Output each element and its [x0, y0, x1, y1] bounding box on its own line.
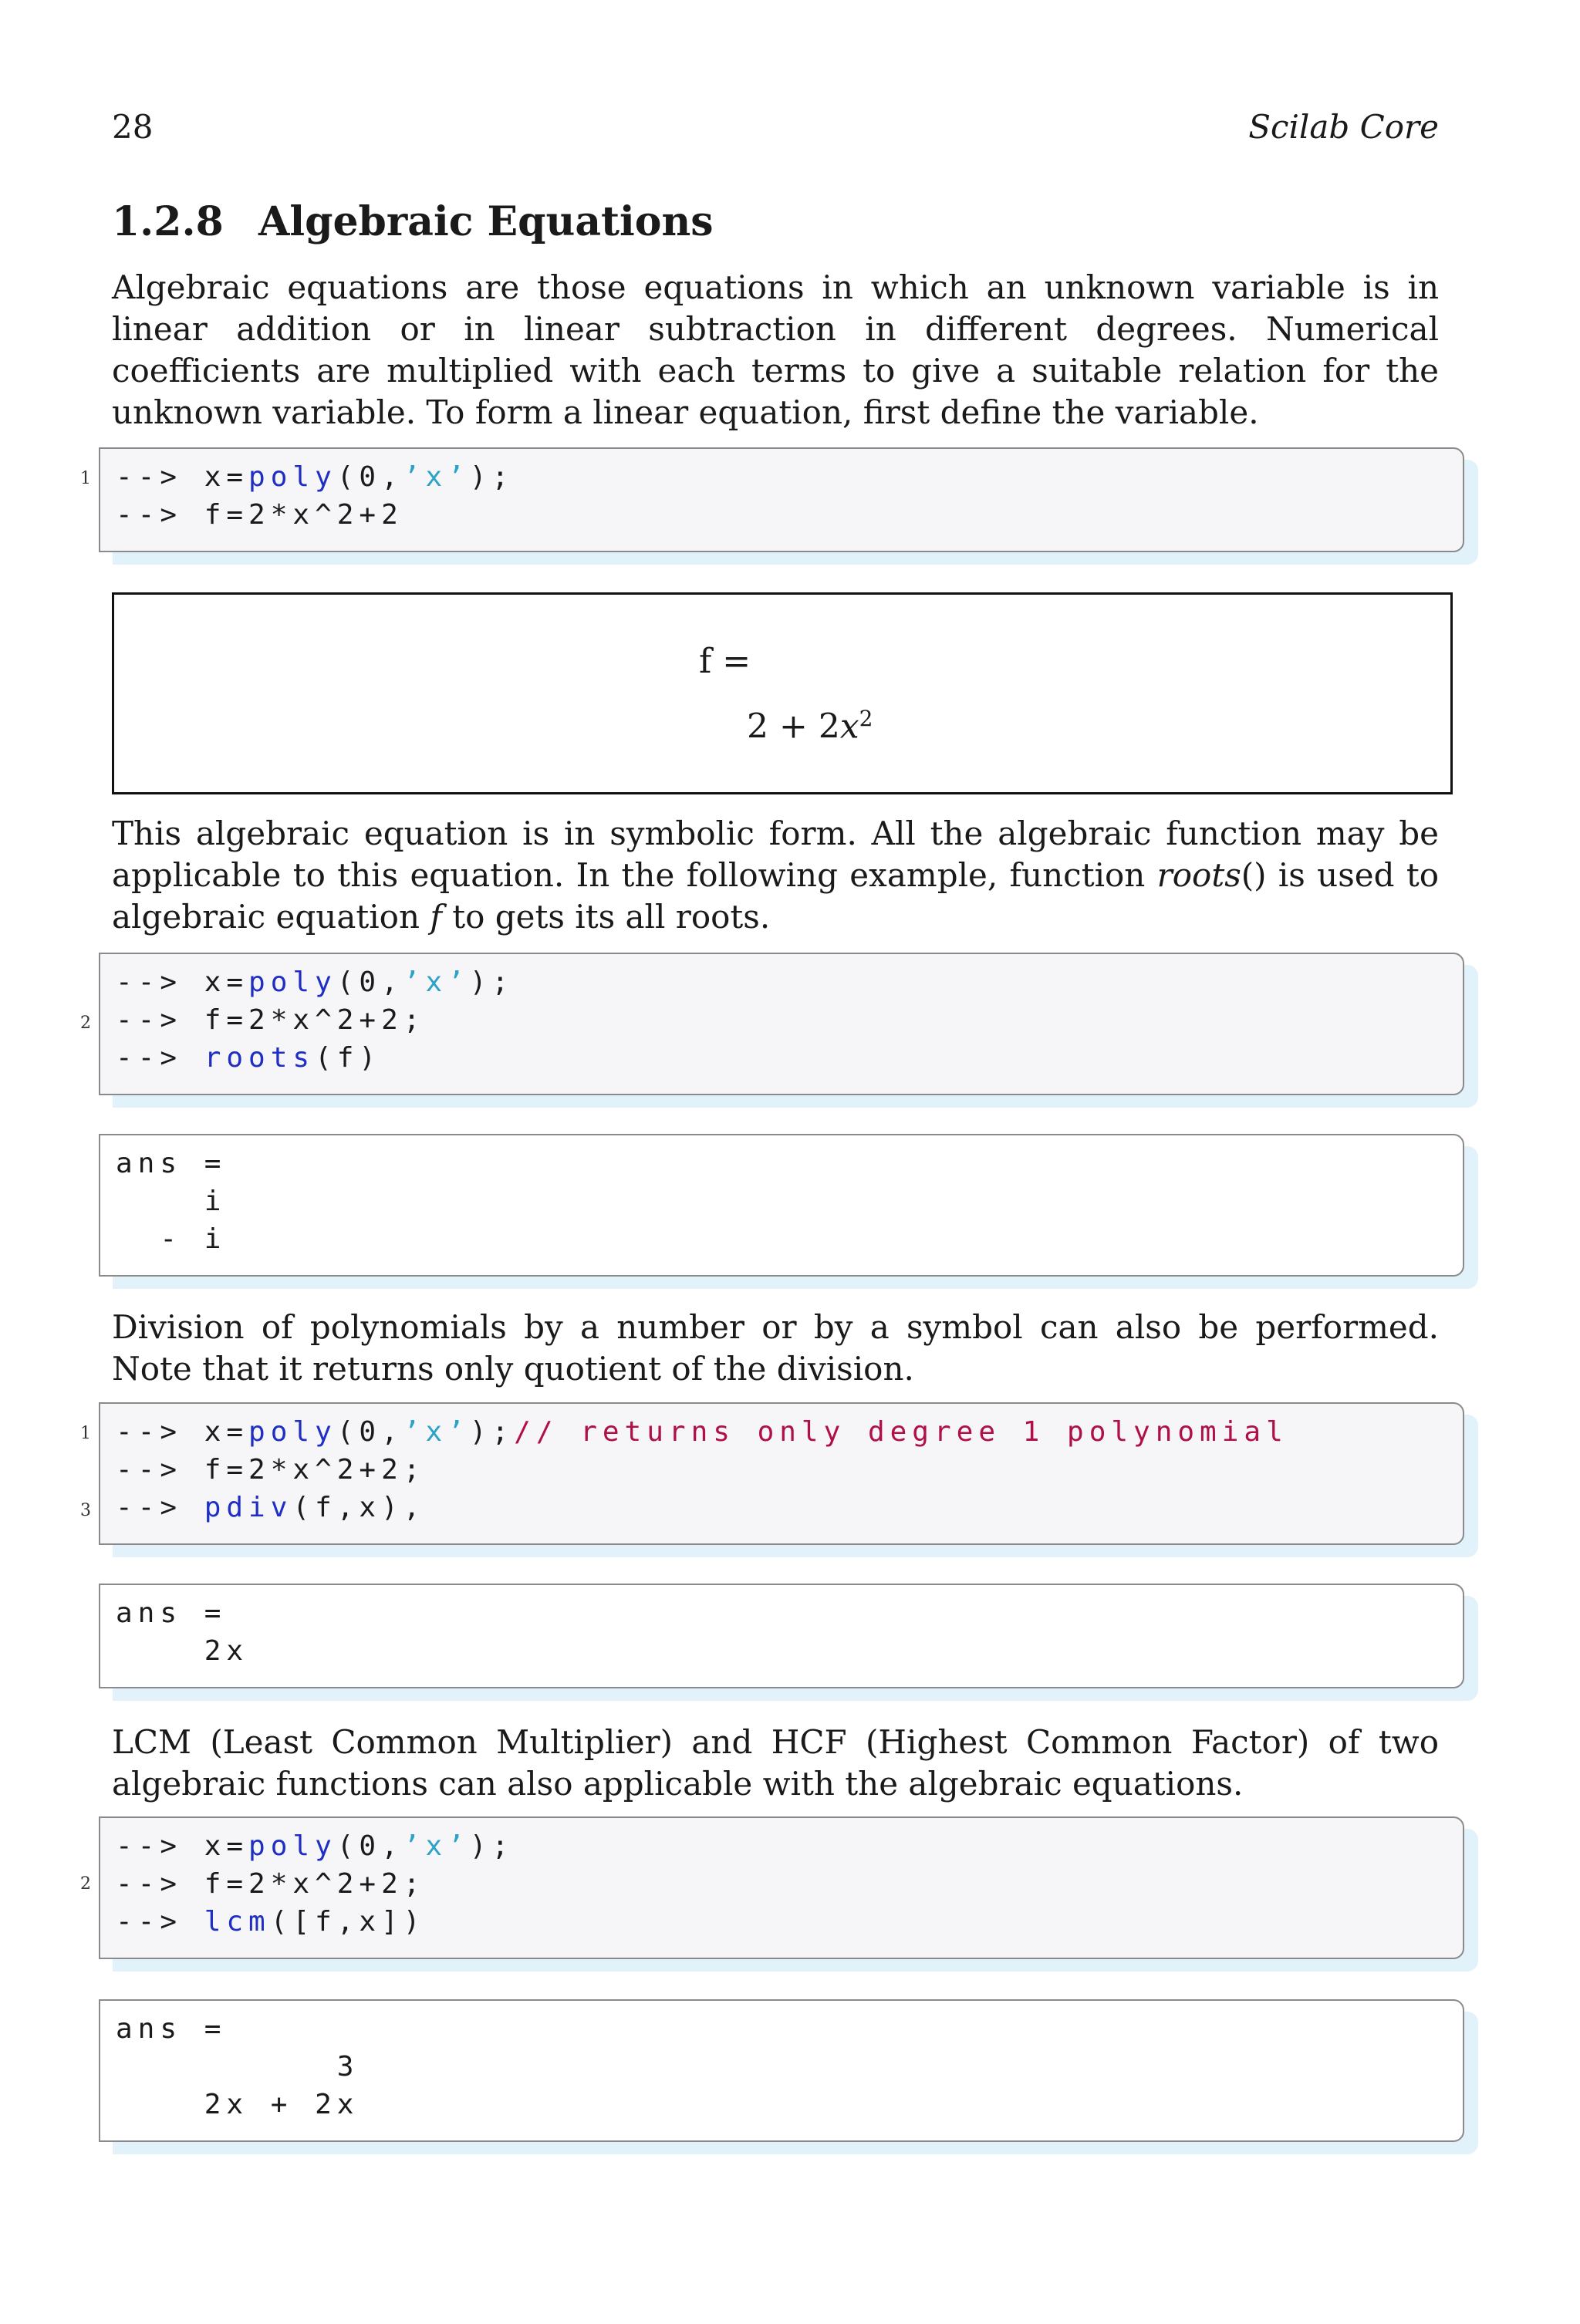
section-title: Algebraic Equations	[258, 198, 714, 245]
paragraph-roots: This algebraic equation is in symbolic form. All the algebraic function may be applicable to this equation. In the following example, function roots() is used to algebraic equation f to gets its all roots.	[112, 815, 1439, 936]
output-block-4	[99, 1999, 1464, 2142]
output-line: ans =	[116, 2013, 227, 2045]
code-line: --> x=poly(0,’x’);	[116, 1830, 515, 1862]
code-line: --> lcm([f,x])	[116, 1906, 426, 1938]
code-line: --> x=poly(0,’x’);// returns only degree 1 polynomial	[116, 1416, 1288, 1448]
math-rhs: $2 + 2x^2$	[747, 706, 873, 747]
running-head: Scilab Core	[1248, 108, 1439, 146]
math-lhs: f =	[699, 642, 751, 681]
code-line: --> x=poly(0,’x’);	[116, 966, 515, 998]
output-line: i	[116, 1186, 227, 1217]
paragraph-lcm: LCM (Least Common Multiplier) and HCF (Highest Common Factor) of two algebraic functions can also applicable with the algebraic equations.	[112, 1723, 1439, 1803]
section-heading	[112, 197, 714, 247]
code-line: --> f=2*x^2+2;	[116, 1868, 426, 1900]
output-block-2	[99, 1134, 1464, 1277]
code-line: --> pdiv(f,x),	[116, 1492, 426, 1523]
code-line: --> roots(f)	[116, 1042, 382, 1074]
output-block-3	[99, 1584, 1464, 1688]
output-line: 2x + 2x	[116, 2089, 360, 2120]
line-number: 1	[80, 469, 91, 488]
line-number: 1	[80, 1424, 91, 1443]
code-line: --> f=2*x^2+2;	[116, 1004, 426, 1036]
code-comment: // returns only degree 1 polynomial	[514, 1416, 1288, 1448]
code-line: --> f=2*x^2+2;	[116, 1454, 426, 1486]
line-number: 2	[80, 1874, 91, 1894]
output-line: ans =	[116, 1597, 227, 1629]
paragraph-division: Division of polynomials by a number or by a symbol can also be performed. Note that it returns only quotient of the division.	[112, 1308, 1439, 1388]
page-number: 28	[112, 108, 154, 146]
math-output-box	[112, 592, 1453, 794]
code-line: --> f=2*x^2+2	[116, 499, 403, 531]
section-number: 1.2.8	[112, 198, 224, 245]
output-line: 2x	[116, 1635, 249, 1667]
output-line: - i	[116, 1223, 227, 1255]
line-number: 3	[80, 1501, 91, 1520]
line-number: 2	[80, 1014, 91, 1033]
code-block-1	[99, 447, 1464, 552]
code-block-4	[99, 1816, 1464, 1959]
output-line: ans =	[116, 1148, 227, 1179]
paragraph-intro: Algebraic equations are those equations in which an unknown variable is in linear addition or in linear subtraction in different degrees. Numerical coefficients are multiplied with each terms to give a suitable relation for the unknown variable. To form a linear equation, first define the variable.	[112, 268, 1439, 431]
code-block-2	[99, 953, 1464, 1095]
code-block-3	[99, 1402, 1464, 1545]
output-line: 3	[116, 2051, 360, 2083]
code-line: --> x=poly(0,’x’);	[116, 461, 515, 493]
